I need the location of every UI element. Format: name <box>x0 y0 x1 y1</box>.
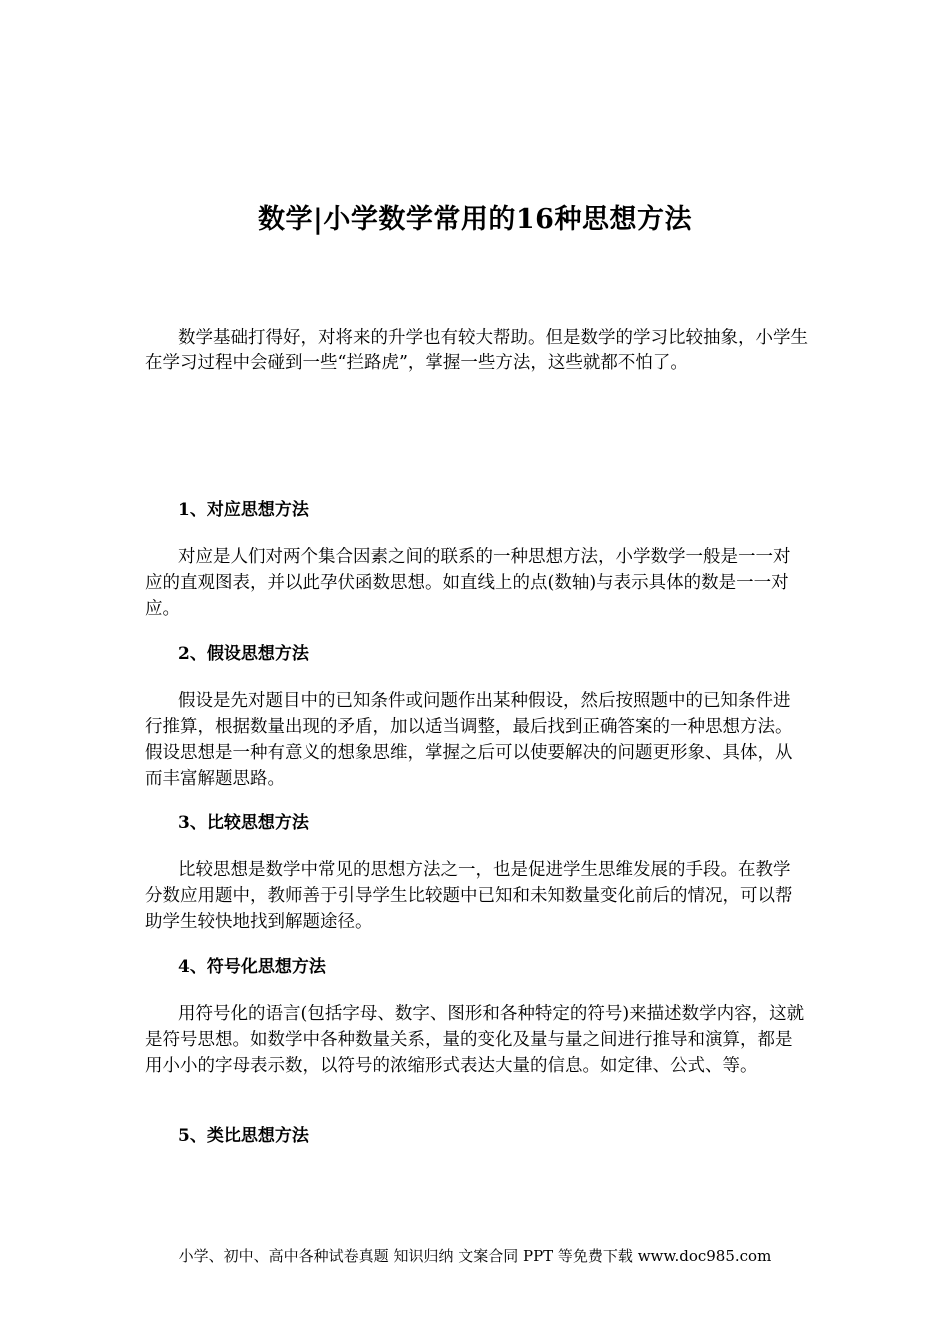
page-title: 数学|小学数学常用的16种思想方法 <box>258 204 692 235</box>
section-heading-2: 2、假设思想方法 <box>178 644 309 664</box>
section-heading-3: 3、比较思想方法 <box>178 813 309 833</box>
page-footer: 小学、初中、高中各种试卷真题 知识归纳 文案合同 PPT 等免费下载 www.doc985.com <box>178 1247 772 1265</box>
section-heading-1: 1、对应思想方法 <box>178 500 309 520</box>
intro-paragraph: 数学基础打得好，对将来的升学也有较大帮助。但是数学的学习比较抽象，小学生在学习过程中会碰到一些“拦路虎”，掌握一些方法，这些就都不怕了。 <box>145 328 808 373</box>
section-body-4: 用符号化的语言(包括字母、数字、图形和各种特定的符号)来描述数学内容，这就是符号思想。如数学中各种数量关系，量的变化及量与量之间进行推导和演算，都是用小小的字母表示数，以符号的浓缩形式表达大量的信息。如定律、公式、等。 <box>145 1004 805 1076</box>
section-body-3: 比较思想是数学中常见的思想方法之一，也是促进学生思维发展的手段。在教学分数应用题中，教师善于引导学生比较题中已知和未知数量变化前后的情况，可以帮助学生较快地找到解题途径。 <box>145 860 793 932</box>
section-heading-4: 4、符号化思想方法 <box>178 957 326 977</box>
section-body-2: 假设是先对题目中的已知条件或问题作出某种假设，然后按照题中的已知条件进行推算，根据数量出现的矛盾，加以适当调整，最后找到正确答案的一种思想方法。假设思想是一种有意义的想象思维，掌握之后可以使要解决的问题更形象、具体，从而丰富解题思路。 <box>145 691 793 789</box>
section-heading-5: 5、类比思想方法 <box>178 1126 309 1146</box>
section-body-1: 对应是人们对两个集合因素之间的联系的一种思想方法，小学数学一般是一一对应的直观图表，并以此孕伏函数思想。如直线上的点(数轴)与表示具体的数是一一对应。 <box>145 547 791 619</box>
